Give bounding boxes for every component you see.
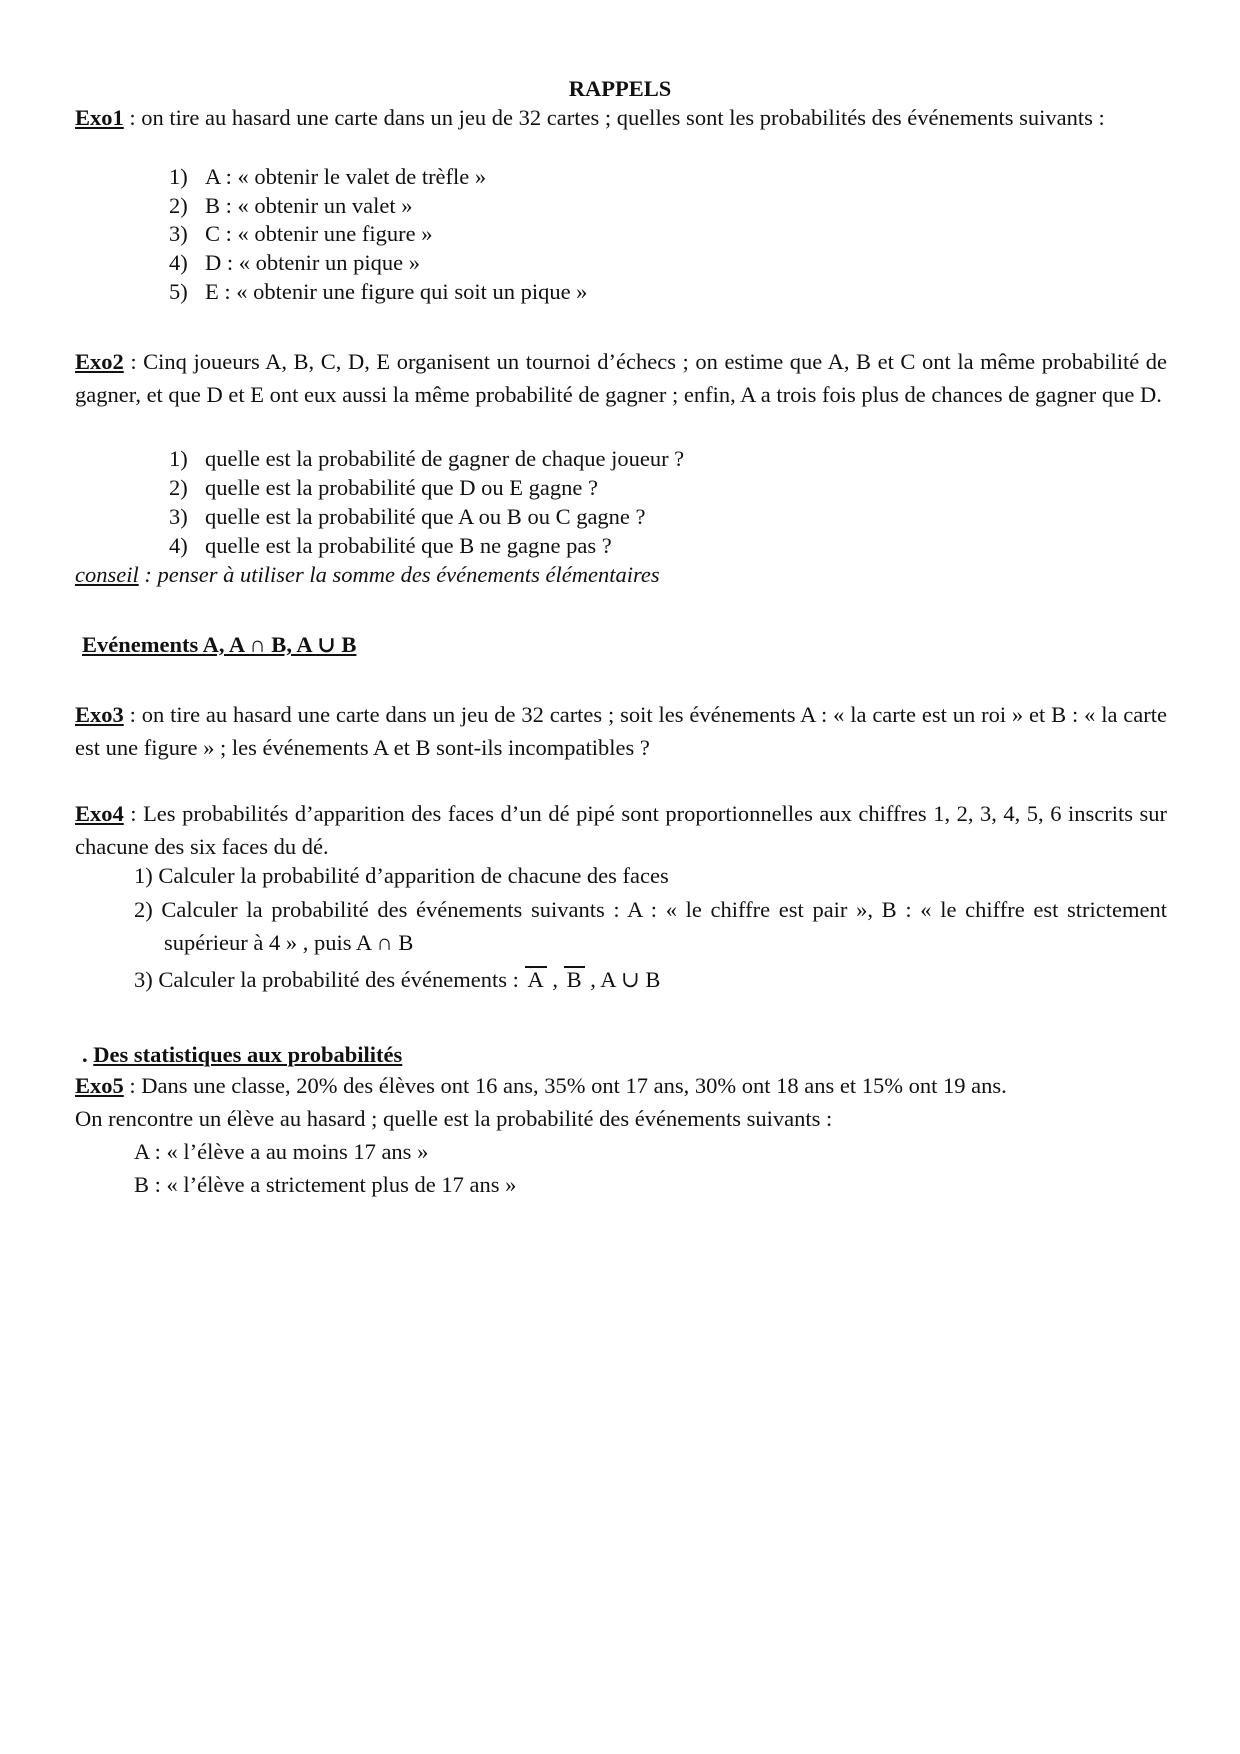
exo1-intro	[75, 103, 1167, 132]
exo2-item-3: 3) quelle est la probabilité que A ou B ou C gagne ?	[169, 504, 646, 529]
exo1-label: Exo1	[75, 105, 124, 130]
exo1-intro-text: : on tire au hasard une carte dans un jeu de 32 cartes ; quelles sont les probabilités des événements suivants :	[123, 105, 1105, 130]
exo1-item-4: 4) D : « obtenir un pique »	[169, 250, 420, 275]
exo2-item-1: 1) quelle est la probabilité de gagner de chaque joueur ?	[169, 446, 685, 471]
exo4-item-3: 3) Calculer la probabilité des événements : A , B , A ∪ B	[134, 967, 661, 992]
exo4-item-1: 1) Calculer la probabilité d’apparition de chacune des faces	[134, 863, 669, 888]
exo3-body: : on tire au hasard une carte dans un jeu de 32 cartes ; soit les événements A : « la carte est un roi » et B : « la carte est une figure » ; les événements A et B sont-ils incompatibles ?	[75, 702, 1167, 760]
exo1-item-2: 2) B : « obtenir un valet »	[169, 193, 413, 218]
exo4-item-2: 2) Calculer la probabilité des événements suivants : A : « le chiffre est pair », B : « le chiffre est strictement supérieur à 4 » , puis A ∩ B	[134, 897, 1167, 955]
exo2-label: Exo2	[75, 349, 124, 374]
exo4-label: Exo4	[75, 801, 124, 826]
exo4-intro-text: : Les probabilités d’apparition des faces d’un dé pipé sont proportionnelles aux chiffres 1, 2, 3, 4, 5, 6 inscrits sur chacune des six faces du dé.	[75, 801, 1167, 859]
exo5-label: Exo5	[75, 1073, 124, 1098]
exo1-item-5: 5) E : « obtenir une figure qui soit un pique »	[169, 279, 588, 304]
exo4-intro	[75, 797, 1167, 863]
exo2-intro-text: : Cinq joueurs A, B, C, D, E organisent un tournoi d’échecs ; on estime que A, B et C ont la même probabilité de gagner, et que D et E ont eux aussi la même probabilité de gagner ; enfin, A a trois fois plus de chances de gagner que D.	[75, 349, 1167, 407]
exo5-line-2: On rencontre un élève au hasard ; quelle est la probabilité des événements suivants :	[75, 1106, 833, 1131]
exo3-text	[75, 698, 1167, 764]
exo2-intro	[75, 345, 1167, 411]
exo2-item-4: 4) quelle est la probabilité que B ne gagne pas ?	[169, 533, 612, 558]
complement-a: A	[525, 966, 547, 992]
exo5-item-a: A : « l’élève a au moins 17 ans »	[134, 1139, 429, 1164]
exo1-item-1: 1) A : « obtenir le valet de trèfle »	[169, 164, 487, 189]
tip-text: : penser à utiliser la somme des événements élémentaires	[138, 562, 660, 587]
exo1-item-3: 3) C : « obtenir une figure »	[169, 221, 433, 246]
exo2-item-2: 2) quelle est la probabilité que D ou E gagne ?	[169, 475, 598, 500]
section-heading-statistics: . Des statistiques aux probabilités	[82, 1042, 403, 1067]
exo2-tip	[75, 560, 660, 589]
complement-b: B	[564, 966, 585, 992]
tip-label: conseil	[75, 562, 139, 587]
exo5-item-b: B : « l’élève a strictement plus de 17 ans »	[134, 1172, 517, 1197]
section-heading-events: Evénements A, A ∩ B, A ∪ B	[82, 632, 357, 657]
page-title: RAPPELS	[568, 76, 672, 101]
exo5-line-1: Exo5 : Dans une classe, 20% des élèves ont 16 ans, 35% ont 17 ans, 30% ont 18 ans et 15% ont 19 ans.	[75, 1073, 1007, 1098]
exo3-label: Exo3	[75, 702, 124, 727]
